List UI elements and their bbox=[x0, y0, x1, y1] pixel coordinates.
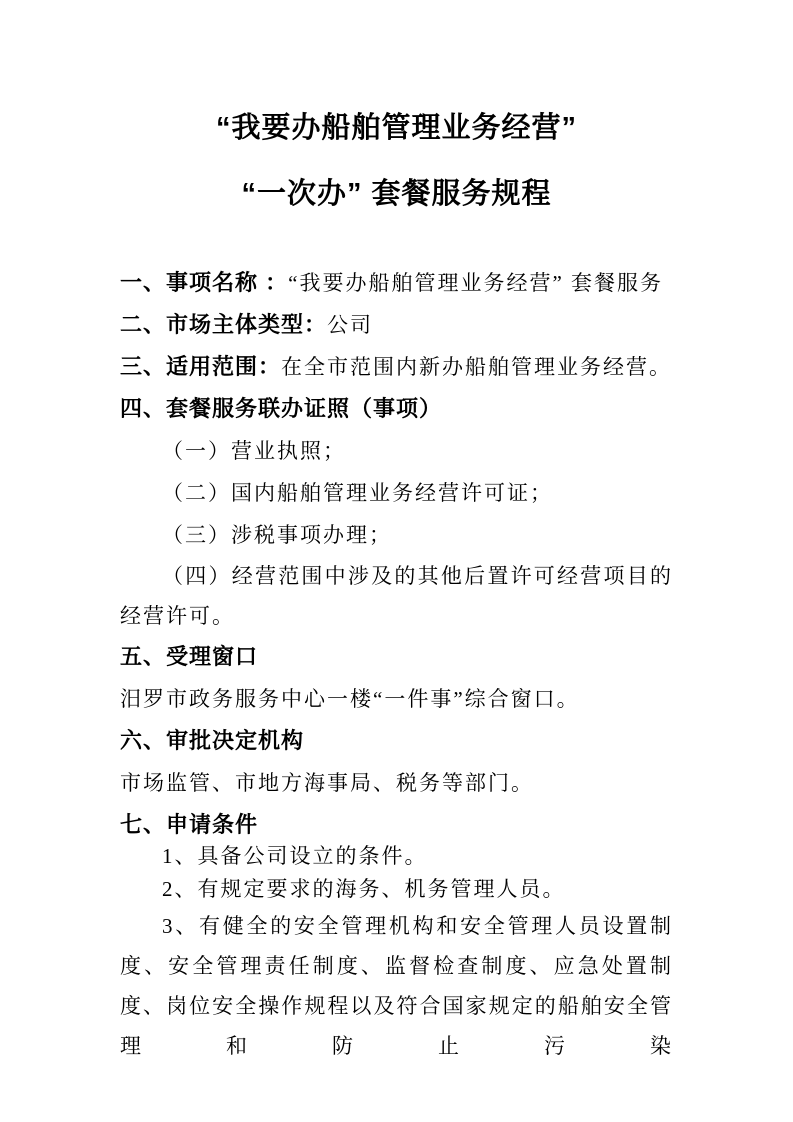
section-1-content: “我要办船舶管理业务经营” 套餐服务 bbox=[288, 271, 664, 295]
section-3-heading bbox=[120, 346, 673, 388]
section-4-item-2: （二）国内船舶管理业务经营许可证； bbox=[162, 481, 553, 505]
document-title-line-1: “我要办船舶管理业务经营” bbox=[215, 112, 577, 144]
section-2-heading bbox=[120, 304, 673, 346]
section-4-heading bbox=[120, 388, 673, 430]
section-7-item-2: 2、有规定要求的海务、机务管理人员。 bbox=[162, 877, 566, 901]
section-3-content: 在全市范围内新办船舶管理业务经营。 bbox=[281, 355, 673, 379]
section-3-label: 三、适用范围： bbox=[120, 354, 282, 379]
section-4-item-3: （三）涉税事项办理； bbox=[162, 523, 392, 547]
document-content bbox=[0, 108, 793, 1066]
section-6-label: 六、审批决定机构 bbox=[120, 728, 305, 753]
section-7-item-3: 3、有健全的安全管理机构和安全管理人员设置制度、安全管理责任制度、监督检查制度、应急处置制度、岗位安全操作规程以及符合国家规定的船舶安全管理和防止污染 bbox=[120, 914, 673, 1058]
section-7-item-1: 1、具备公司设立的条件。 bbox=[162, 844, 428, 868]
section-5-label: 五、受理窗口 bbox=[120, 644, 259, 669]
section-6-body: 市场监管、市地方海事局、税务等部门。 bbox=[120, 771, 534, 795]
section-4-label: 四、套餐服务联办证照（事项） bbox=[120, 396, 443, 421]
section-2-content: 公司 bbox=[327, 313, 374, 337]
section-5-body: 汨罗市政务服务中心一楼“一件事”综合窗口。 bbox=[120, 687, 580, 711]
document-title-line-2: “一次办” 套餐服务规程 bbox=[241, 178, 552, 210]
section-6-heading bbox=[120, 720, 673, 762]
section-4-item-4: （四）经营范围中涉及的其他后置许可经营项目的经营许可。 bbox=[120, 564, 673, 628]
section-1-label: 一、事项名称 ： bbox=[120, 270, 289, 295]
section-7-label: 七、申请条件 bbox=[120, 812, 259, 837]
section-7-items bbox=[120, 840, 673, 1066]
section-4-item-1: （一）营业执照； bbox=[162, 439, 346, 463]
section-5-heading bbox=[120, 636, 673, 678]
section-1-heading bbox=[120, 262, 673, 304]
section-2-label: 二、市场主体类型： bbox=[120, 312, 328, 337]
